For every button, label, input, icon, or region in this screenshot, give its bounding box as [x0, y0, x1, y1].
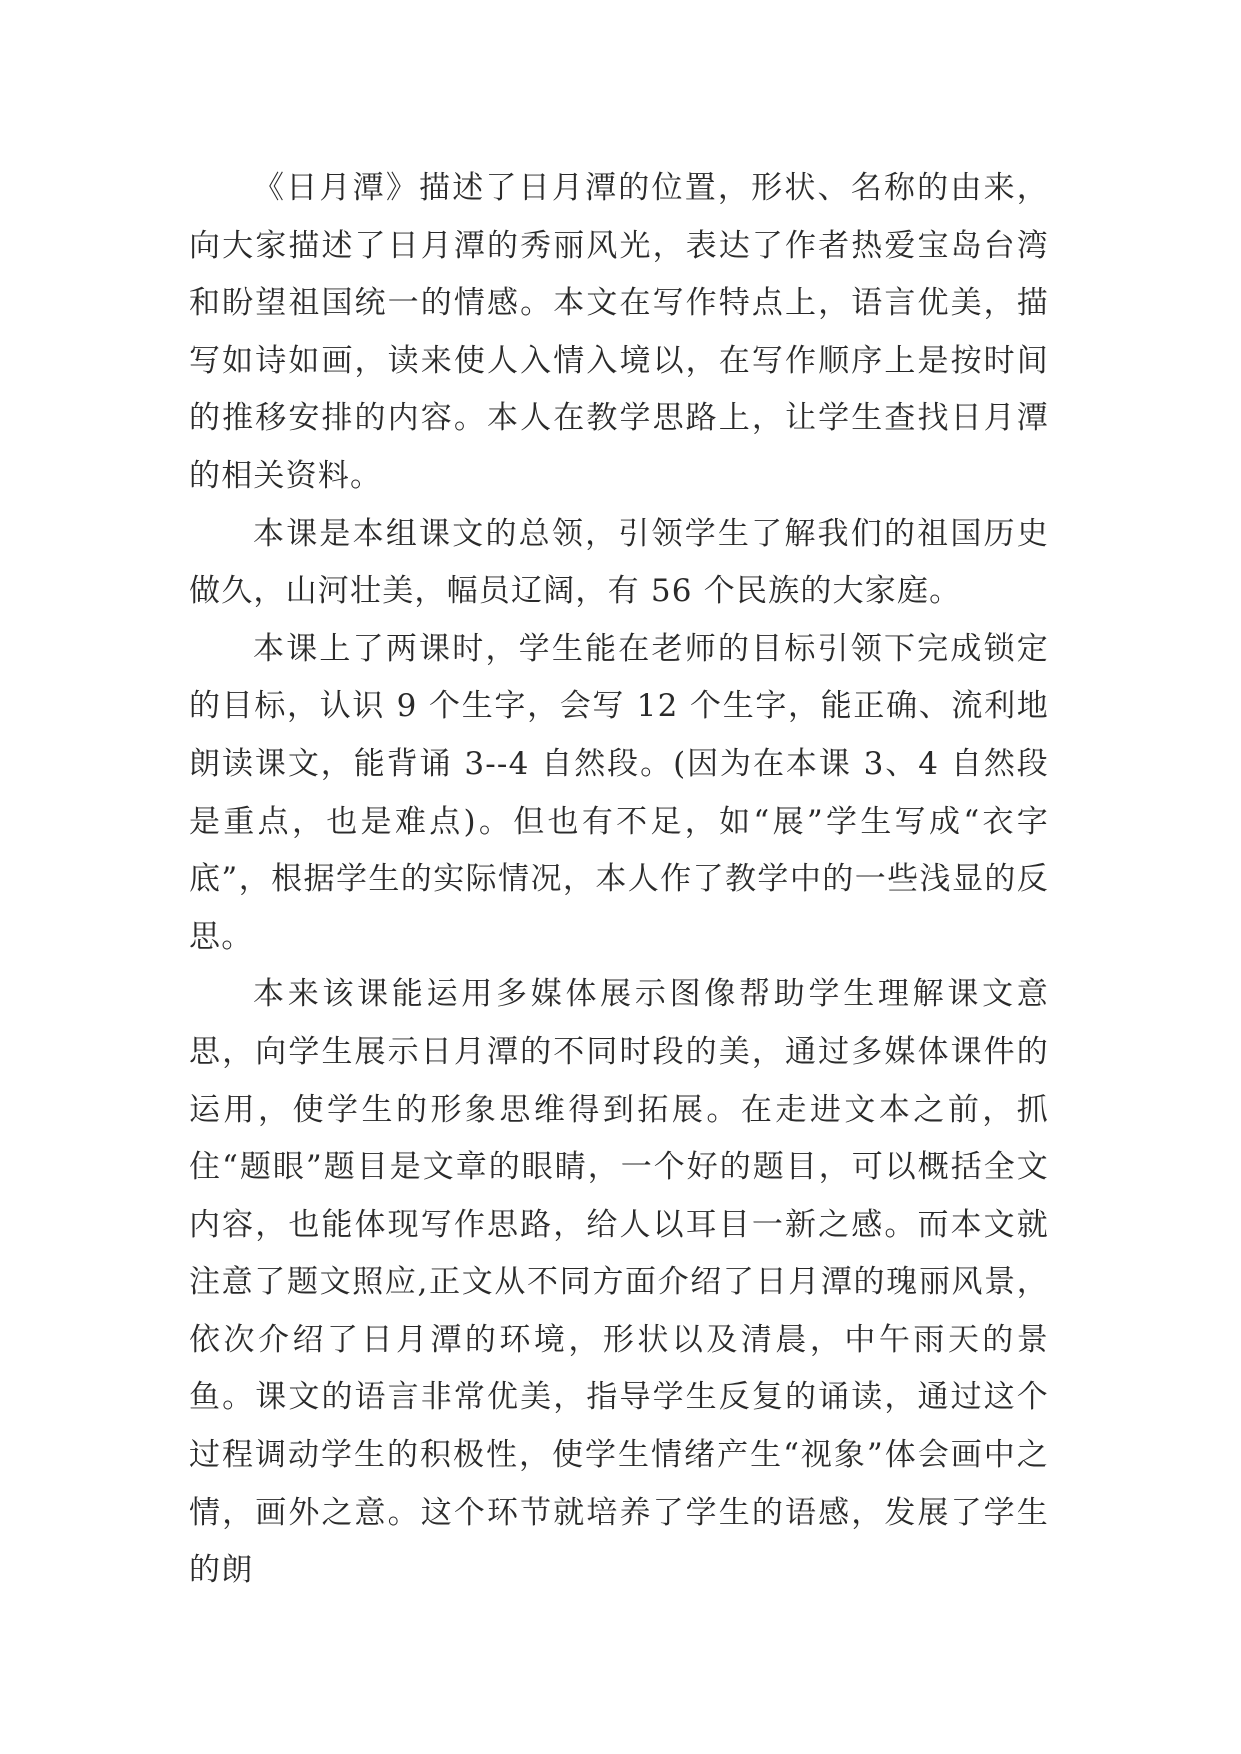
- paragraph-2: 本课是本组课文的总领，引领学生了解我们的祖国历史做久，山河壮美，幅员辽阔，有 56 个民族的大家庭。: [189, 515, 1049, 610]
- document-body: [189, 160, 1049, 1600]
- paragraph-4: 本来该课能运用多媒体展示图像帮助学生理解课文意思，向学生展示日月潭的不同时段的美，通过多媒体课件的运用，使学生的形象思维得到拓展。在走进文本之前，抓住“题眼”题目是文章的眼睛，一个好的题目，可以概括全文内容，也能体现写作思路，给人以耳目一新之感。而本文就注意了题文照应,正文从不同方面介绍了日月潭的瑰丽风景，依次介绍了日月潭的环境，形状以及清晨，中午雨天的景鱼。课文的语言非常优美，指导学生反复的诵读，通过这个过程调动学生的积极性，使学生情绪产生“视象”体会画中之情，画外之意。这个环节就培养了学生的语感，发展了学生的朗: [189, 976, 1049, 1589]
- paragraph-1: 《日月潭》描述了日月潭的位置，形状、名称的由来，向大家描述了日月潭的秀丽风光，表达了作者热爱宝岛台湾和盼望祖国统一的情感。本文在写作特点上，语言优美，描写如诗如画，读来使人入情入境以，在写作顺序上是按时间的推移安排的内容。本人在教学思路上，让学生查找日月潭的相关资料。: [189, 170, 1049, 494]
- paragraph-3: 本课上了两课时，学生能在老师的目标引领下完成锁定的目标，认识 9 个生字，会写 12 个生字，能正确、流利地朗读课文，能背诵 3--4 自然段。(因为在本课 3、4 自然段是重点，也是难点)。但也有不足，如“展”学生写成“衣字底”，根据学生的实际情况，本人作了教学中的一些浅显的反思。: [189, 630, 1049, 955]
